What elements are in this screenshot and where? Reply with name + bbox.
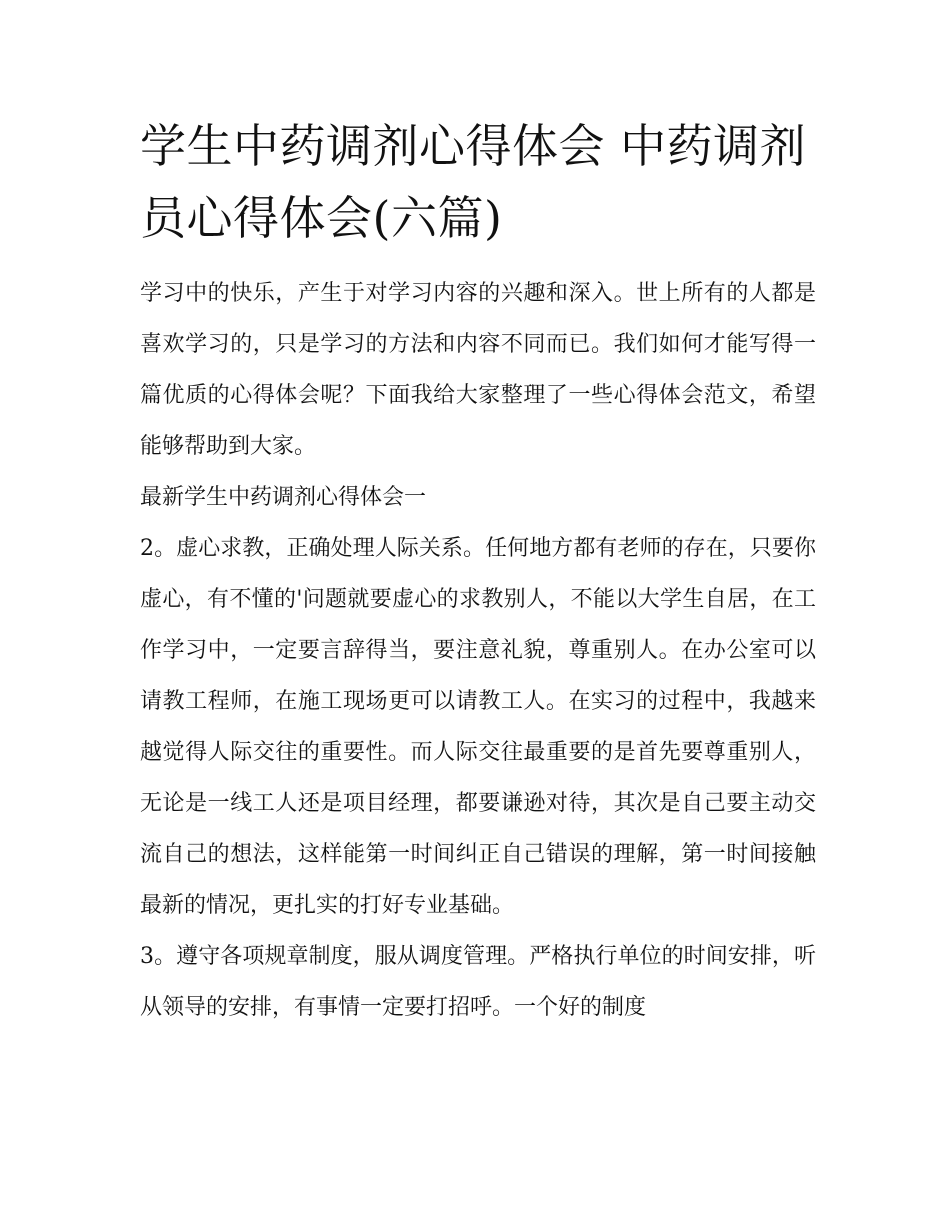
document-title: 学生中药调剂心得体会 中药调剂员心得体会(六篇) — [140, 119, 807, 245]
intro-paragraph: 学习中的快乐，产生于对学习内容的兴趣和深入。世上所有的人都是喜欢学习的，只是学习的方法和内容不同而已。我们如何才能写得一篇优质的心得体会呢？下面我给大家整理了一些心得体会范文，希望能够帮助到大家。 — [140, 281, 816, 459]
document-body — [140, 110, 816, 1033]
body-paragraph-2: 2。虚心求教，正确处理人际关系。任何地方都有老师的存在，只要你虚心，有不懂的'问题就要虚心的求教别人，不能以大学生自居，在工作学习中，一定要言辞得当，要注意礼貌，尊重别人。在办公室可以请教工程师，在施工现场更可以请教工人。在实习的过程中，我越来越觉得人际交往的重要性。而人际交往最重要的是首先要尊重别人，无论是一线工人还是项目经理，都要谦逊对待，其次是自己要主动交流自己的想法，这样能第一时间纠正自己错误的理解，第一时间接触最新的情况，更扎实的打好专业基础。 — [140, 536, 816, 918]
section-heading: 最新学生中药调剂心得体会一 — [140, 485, 427, 510]
body-paragraph-3: 3。遵守各项规章制度，服从调度管理。严格执行单位的时间安排，听从领导的安排，有事情一定要打招呼。一个好的制度 — [140, 944, 816, 1020]
